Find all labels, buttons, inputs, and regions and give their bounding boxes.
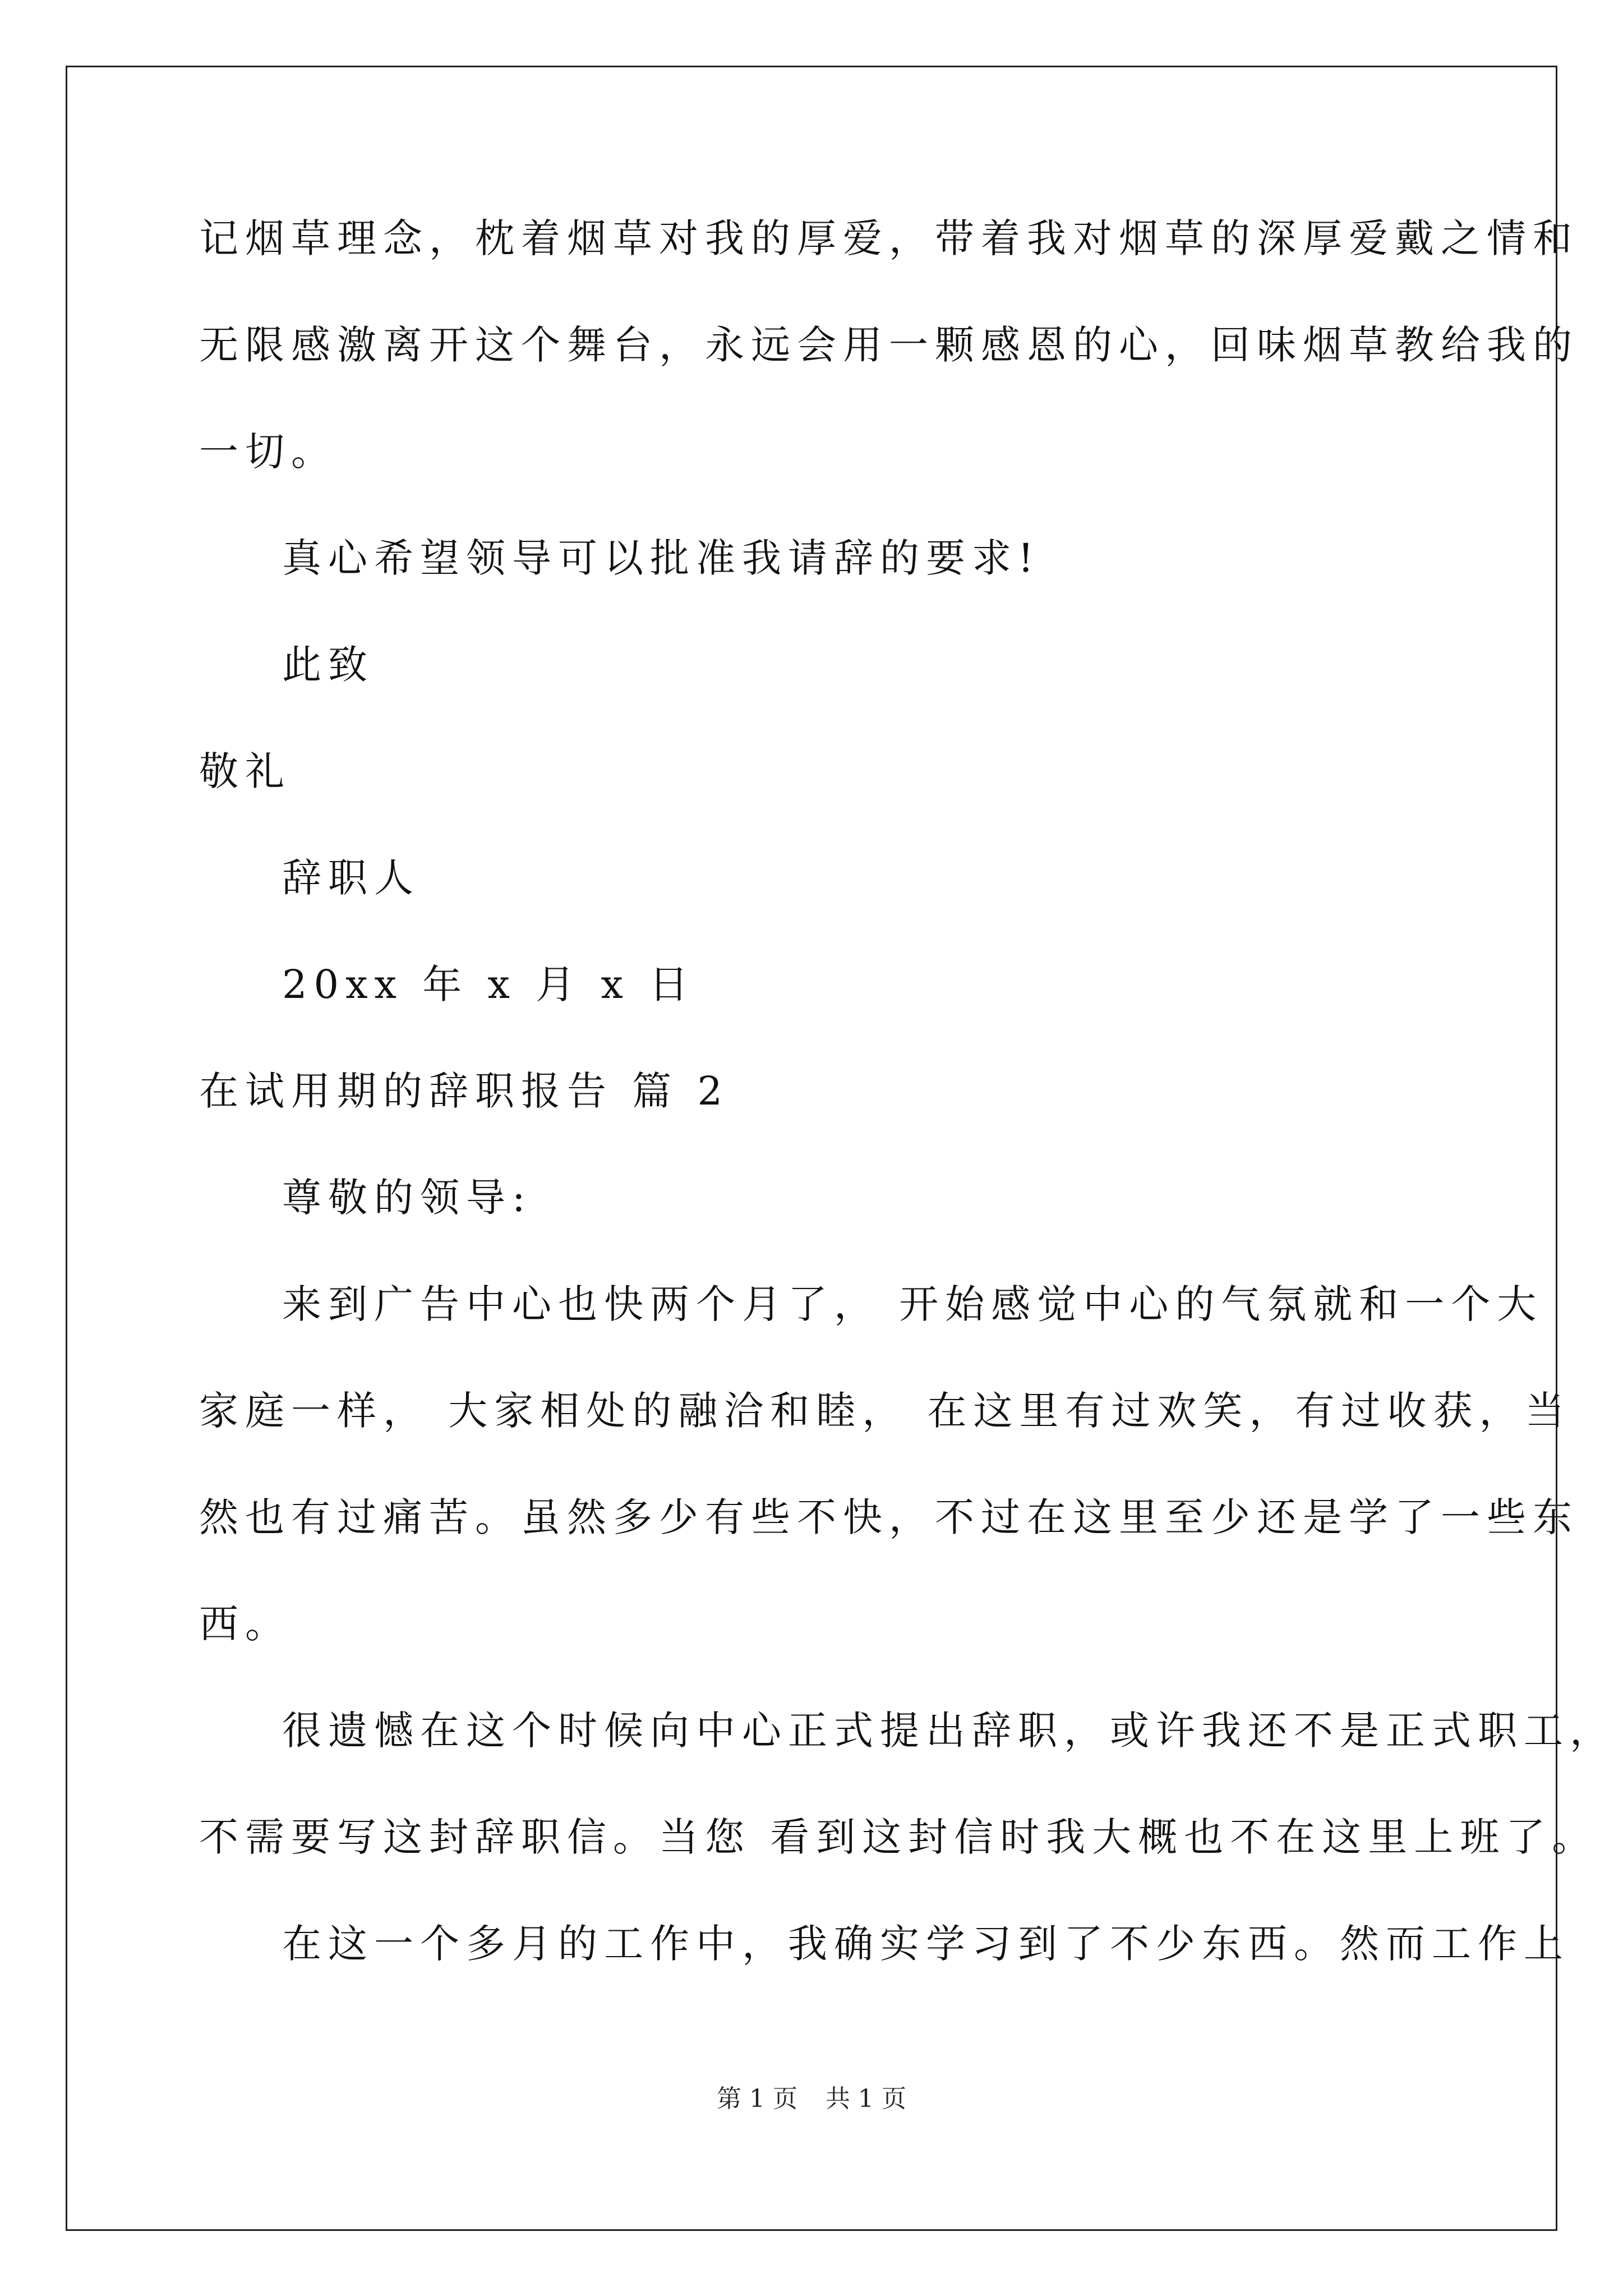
page-total: 共 1 页 <box>826 2085 906 2113</box>
text-line: 在这一个多月的工作中，我确实学习到了不少东西。然而工作上 <box>282 1921 1570 1967</box>
date-line: 20xx 年 x 月 x 日 <box>282 961 695 1007</box>
salutation: 尊敬的领导: <box>282 1175 532 1221</box>
text-line: 很遗憾在这个时候向中心正式提出辞职，或许我还不是正式职工， <box>282 1708 1616 1754</box>
text-line: 辞职人 <box>282 855 420 901</box>
text-line: 西。 <box>199 1601 291 1647</box>
page-number: 第 1 页 <box>717 2085 797 2113</box>
text-line: 记烟草理念，枕着烟草对我的厚爱，带着我对烟草的深厚爱戴之情和 <box>199 215 1579 261</box>
text-line: 一切。 <box>199 429 337 475</box>
page-footer <box>0 2082 1623 2116</box>
text-line: 无限感激离开这个舞台，永远会用一颗感恩的心，回味烟草教给我的 <box>199 322 1579 368</box>
text-line: 此致 <box>282 642 374 688</box>
text-line: 家庭一样， 大家相处的融洽和睦， 在这里有过欢笑，有过收获，当 <box>199 1388 1571 1434</box>
text-line: 敬礼 <box>199 748 291 794</box>
page-frame <box>66 66 1557 2231</box>
text-line: 不需要写这封辞职信。当您 看到这封信时我大概也不在这里上班了。 <box>199 1814 1598 1860</box>
text-line: 然也有过痛苦。虽然多少有些不快，不过在这里至少还是学了一些东 <box>199 1494 1579 1540</box>
text-line: 真心希望领导可以批准我请辞的要求! <box>282 535 1041 581</box>
section-heading: 在试用期的辞职报告 篇 2 <box>199 1068 730 1114</box>
text-line: 来到广告中心也快两个月了， 开始感觉中心的气氛就和一个大 <box>282 1281 1543 1327</box>
